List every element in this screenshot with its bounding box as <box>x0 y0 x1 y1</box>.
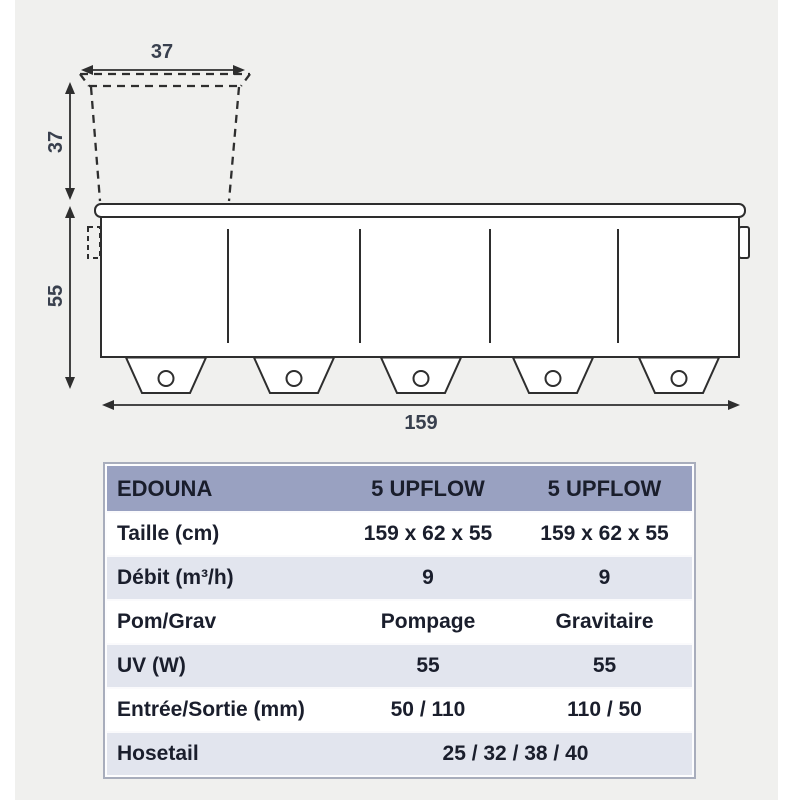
row-value-1: 9 <box>422 566 434 589</box>
dim-hopper-width <box>81 41 245 75</box>
row-value-2: 9 <box>598 566 611 589</box>
row-label: Hosetail <box>117 742 199 765</box>
row-value-2: 110 / 50 <box>567 698 642 721</box>
table-row-taille <box>107 513 692 557</box>
row-label: Pom/Grav <box>117 610 217 633</box>
table-row-entree-sortie <box>107 689 692 733</box>
tank-feet <box>126 358 719 394</box>
outlet-stub <box>739 227 749 258</box>
table-row-uv <box>107 645 692 689</box>
row-value-1: 50 / 110 <box>390 698 466 721</box>
row-label: Taille (cm) <box>117 522 220 545</box>
table-row-pom-grav <box>107 601 692 645</box>
row-value-span: 25 / 32 / 38 / 40 <box>442 742 589 765</box>
dim-label-hopper-height: 37 <box>45 130 67 154</box>
tank-body <box>101 217 739 357</box>
row-label: Entrée/Sortie (mm) <box>117 698 305 721</box>
row-label: Débit (m³/h) <box>117 566 234 589</box>
dim-tank-length <box>102 400 740 434</box>
spec-table-header <box>107 466 692 513</box>
header-model-2: 5 UPFLOW <box>547 475 662 501</box>
row-value-1: 159 x 62 x 55 <box>363 522 493 545</box>
header-model-1: 5 UPFLOW <box>371 475 485 501</box>
row-value-1: Pompage <box>380 610 476 633</box>
row-value-1: 55 <box>416 654 440 677</box>
inlet-stub <box>88 227 100 258</box>
tank-lid <box>95 204 745 217</box>
row-value-2: Gravitaire <box>555 610 654 633</box>
dim-hopper-height <box>45 82 75 200</box>
hopper-outline <box>80 74 250 201</box>
dim-label-tank-height: 55 <box>45 284 67 308</box>
row-value-2: 159 x 62 x 55 <box>540 522 669 545</box>
table-row-debit <box>107 557 692 601</box>
header-product-name: EDOUNA <box>117 475 213 501</box>
dim-tank-height <box>45 206 75 389</box>
row-value-2: 55 <box>592 654 617 677</box>
spec-table <box>103 462 696 779</box>
dim-label-hopper-width: 37 <box>150 41 174 63</box>
row-label: UV (W) <box>117 654 186 677</box>
dim-label-tank-length: 159 <box>404 412 438 434</box>
table-row-hosetail <box>107 733 692 775</box>
